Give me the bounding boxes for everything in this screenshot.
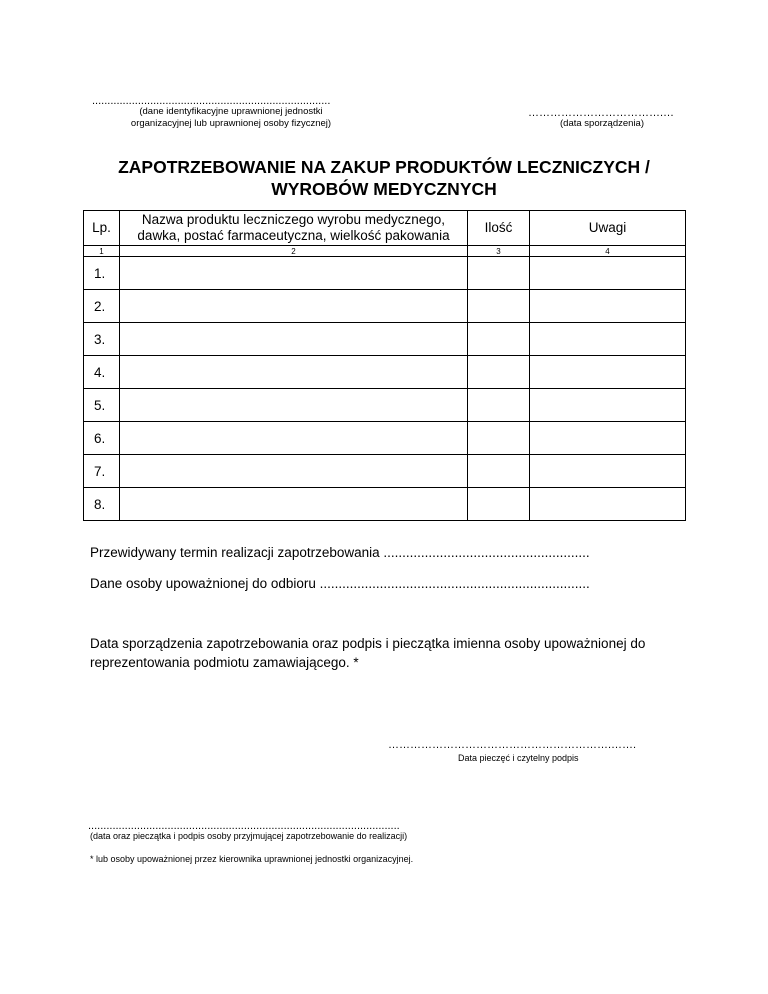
title-line1: ZAPOTRZEBOWANIE NA ZAKUP PRODUKTÓW LECZNICZYCH / [118,157,650,177]
cell-product-name[interactable] [120,257,468,290]
column-number-3: 3 [468,246,530,257]
cell-product-name[interactable] [120,389,468,422]
authorized-person-field[interactable]: Dane osoby upoważnionej do odbioru ........................................................................ [90,576,590,591]
statement-line2: reprezentowania podmiotu zamawiającego. * [90,655,359,670]
document-title [60,156,708,200]
cell-quantity[interactable] [468,290,530,323]
statement-line1: Data sporządzenia zapotrzebowania oraz podpis i pieczątka imienna osoby upoważnionej do [90,636,646,651]
table-row [84,389,686,422]
header-product-name-line2: dawka, postać farmaceutyczna, wielkość pakowania [137,228,450,243]
cell-quantity[interactable] [468,488,530,521]
cell-product-name[interactable] [120,290,468,323]
issuer-label [92,106,370,130]
header-product-name [120,211,468,246]
column-number-2: 2 [120,246,468,257]
row-number: 4. [84,356,120,389]
cell-product-name[interactable] [120,323,468,356]
cell-product-name[interactable] [120,455,468,488]
issuer-label-line1: (dane identyfikacyjne uprawnionej jednostki [139,106,323,117]
cell-notes[interactable] [530,455,686,488]
signature-dotted-line: …………………………………………………….……. [388,739,637,751]
column-number-1: 1 [84,246,120,257]
row-number: 2. [84,290,120,323]
cell-product-name[interactable] [120,422,468,455]
cell-quantity[interactable] [468,422,530,455]
column-number-row [84,246,686,257]
date-dotted-line: ……………………………….… [528,107,675,119]
issuer-label-line2: organizacyjnej lub uprawnionej osoby fizycznej) [130,118,332,129]
header-lp: Lp. [84,211,120,246]
products-table [83,210,686,521]
row-number: 8. [84,488,120,521]
table-row [84,422,686,455]
table-row [84,290,686,323]
cell-notes[interactable] [530,488,686,521]
title-line2: WYROBÓW MEDYCZNYCH [271,179,497,199]
cell-notes[interactable] [530,422,686,455]
cell-notes[interactable] [530,323,686,356]
cell-quantity[interactable] [468,356,530,389]
cell-quantity[interactable] [468,257,530,290]
receipt-dotted-line: ...................................................................................................... [88,820,400,832]
cell-notes[interactable] [530,389,686,422]
footnote: * lub osoby upoważnionej przez kierownika uprawnionej jednostki organizacyjnej. [90,854,414,864]
cell-notes[interactable] [530,356,686,389]
cell-product-name[interactable] [120,356,468,389]
statement-paragraph [90,634,645,672]
receipt-label: (data oraz pieczątka i podpis osoby przyjmującej zapotrzebowanie do realizacji) [90,831,408,841]
header-notes: Uwagi [530,211,686,246]
row-number: 3. [84,323,120,356]
realization-deadline-field[interactable]: Przewidywany termin realizacji zapotrzebowania ....................................................... [90,545,590,560]
header-quantity: Ilość [468,211,530,246]
table-header-row [84,211,686,246]
date-label: (data sporządzenia) [560,118,644,129]
cell-notes[interactable] [530,290,686,323]
table-row [84,356,686,389]
table-row [84,488,686,521]
signature-label: Data pieczęć i czytelny podpis [458,753,579,763]
cell-notes[interactable] [530,257,686,290]
cell-product-name[interactable] [120,488,468,521]
cell-quantity[interactable] [468,455,530,488]
cell-quantity[interactable] [468,323,530,356]
row-number: 5. [84,389,120,422]
row-number: 7. [84,455,120,488]
table-row [84,455,686,488]
table-row [84,257,686,290]
header-product-name-line1: Nazwa produktu leczniczego wyrobu medycznego, [141,212,446,227]
table-row [84,323,686,356]
cell-quantity[interactable] [468,389,530,422]
row-number: 6. [84,422,120,455]
row-number: 1. [84,257,120,290]
issuer-dotted-line: .............................................................................. [92,95,331,107]
column-number-4: 4 [530,246,686,257]
